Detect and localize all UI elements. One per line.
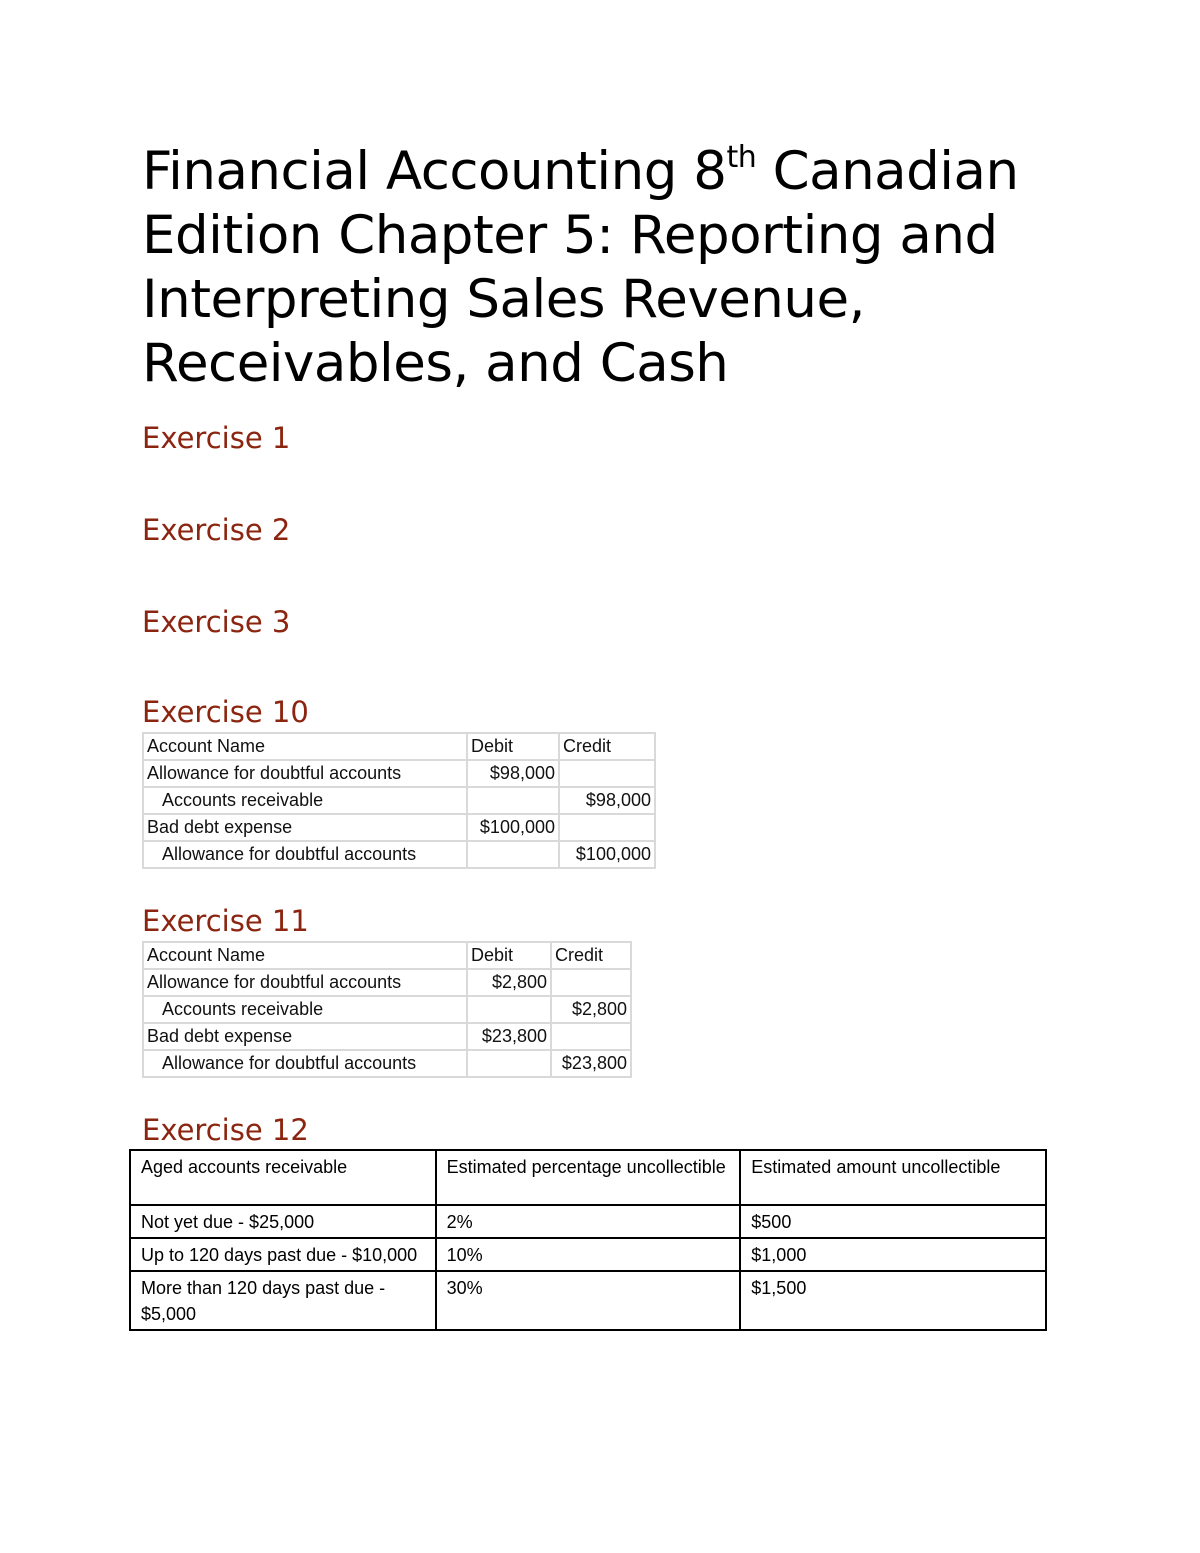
column-header: Estimated percentage uncollectible [436, 1150, 741, 1205]
aging-category-cell: Up to 120 days past due - $10,000 [130, 1238, 436, 1271]
table-row [143, 814, 655, 841]
debit-cell: $23,800 [467, 1023, 551, 1050]
table-row [143, 787, 655, 814]
exercise-3-heading: Exercise 3 [142, 605, 291, 639]
table-row [130, 1238, 1046, 1271]
exercise-11-heading: Exercise 11 [142, 904, 309, 938]
percentage-cell: 10% [436, 1238, 741, 1271]
exercise-12-aging-table [129, 1149, 1047, 1331]
debit-cell [467, 841, 559, 868]
account-name-cell: Allowance for doubtful accounts [143, 969, 467, 996]
debit-cell: $98,000 [467, 760, 559, 787]
column-header: Credit [551, 942, 631, 969]
aging-category-cell: Not yet due - $25,000 [130, 1205, 436, 1238]
credit-cell: $23,800 [551, 1050, 631, 1077]
table-row [130, 1271, 1046, 1330]
account-name-cell: Allowance for doubtful accounts [143, 1050, 467, 1077]
credit-cell: $100,000 [559, 841, 655, 868]
table-row [143, 760, 655, 787]
account-name-cell: Accounts receivable [143, 996, 467, 1023]
debit-cell [467, 787, 559, 814]
credit-cell: $98,000 [559, 787, 655, 814]
aging-category-cell: More than 120 days past due - $5,000 [130, 1271, 436, 1330]
debit-cell: $100,000 [467, 814, 559, 841]
amount-cell: $1,000 [740, 1238, 1046, 1271]
table-header-row [143, 733, 655, 760]
credit-cell [551, 969, 631, 996]
account-name-cell: Bad debt expense [143, 1023, 467, 1050]
debit-cell: $2,800 [467, 969, 551, 996]
amount-cell: $1,500 [740, 1271, 1046, 1330]
exercise-10-journal-table [142, 732, 656, 869]
percentage-cell: 30% [436, 1271, 741, 1330]
account-name-cell: Allowance for doubtful accounts [143, 760, 467, 787]
percentage-cell: 2% [436, 1205, 741, 1238]
exercise-10-heading: Exercise 10 [142, 695, 309, 729]
table-row [143, 969, 631, 996]
account-name-cell: Allowance for doubtful accounts [143, 841, 467, 868]
table-row [143, 1023, 631, 1050]
column-header: Account Name [143, 733, 467, 760]
account-name-cell: Accounts receivable [143, 787, 467, 814]
exercise-2-heading: Exercise 2 [142, 513, 291, 547]
column-header: Estimated amount uncollectible [740, 1150, 1046, 1205]
exercise-12-heading: Exercise 12 [142, 1113, 309, 1147]
title-text-rest: Canadian Edition Chapter 5: Reporting and Interpreting Sales Revenue, Receivables, and Cash [142, 141, 1019, 394]
exercise-11-journal-table [142, 941, 632, 1078]
table-header-row [143, 942, 631, 969]
exercise-1-heading: Exercise 1 [142, 421, 291, 455]
debit-cell [467, 1050, 551, 1077]
account-name-cell: Bad debt expense [143, 814, 467, 841]
column-header: Account Name [143, 942, 467, 969]
title-text-main: Financial Accounting 8 [142, 141, 727, 202]
column-header: Aged accounts receivable [130, 1150, 436, 1205]
credit-cell: $2,800 [551, 996, 631, 1023]
table-row [143, 1050, 631, 1077]
credit-cell [559, 760, 655, 787]
table-row [143, 841, 655, 868]
column-header: Debit [467, 733, 559, 760]
amount-cell: $500 [740, 1205, 1046, 1238]
table-row [130, 1205, 1046, 1238]
column-header: Debit [467, 942, 551, 969]
column-header: Credit [559, 733, 655, 760]
debit-cell [467, 996, 551, 1023]
table-row [143, 996, 631, 1023]
table-header-row [130, 1150, 1046, 1205]
credit-cell [551, 1023, 631, 1050]
title-superscript: th [726, 140, 757, 175]
document-title [142, 140, 1102, 396]
credit-cell [559, 814, 655, 841]
